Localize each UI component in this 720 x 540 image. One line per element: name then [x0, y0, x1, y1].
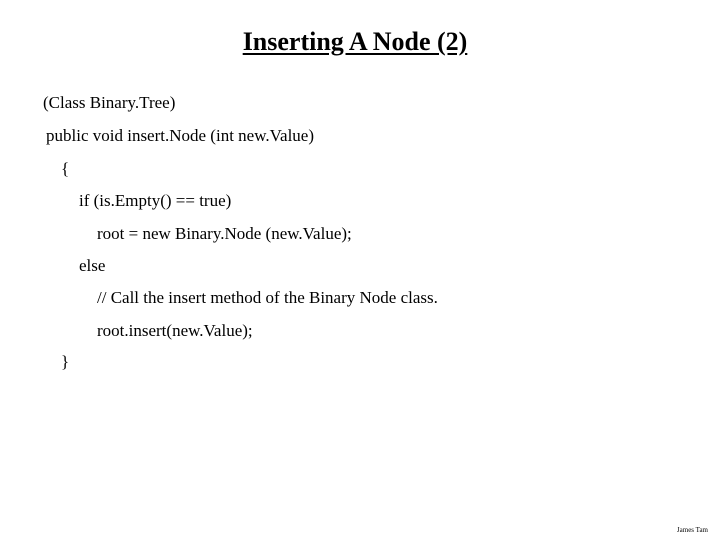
code-line-root-assignment: root = new Binary.Node (new.Value);	[97, 224, 352, 243]
code-line-comment: // Call the insert method of the Binary Node class.	[97, 288, 438, 307]
code-line-insert-call: root.insert(new.Value);	[97, 321, 253, 340]
code-line-method-signature: public void insert.Node (int new.Value)	[46, 126, 314, 145]
code-line-if-condition: if (is.Empty() == true)	[79, 191, 232, 210]
slide-title: Inserting A Node (2)	[242, 27, 468, 56]
code-line-open-brace: {	[61, 159, 70, 178]
code-line-close-brace: }	[61, 352, 70, 371]
code-line-else: else	[79, 256, 106, 275]
author-footer: James Tam	[676, 526, 708, 534]
code-line-class-name: (Class Binary.Tree)	[43, 93, 176, 112]
